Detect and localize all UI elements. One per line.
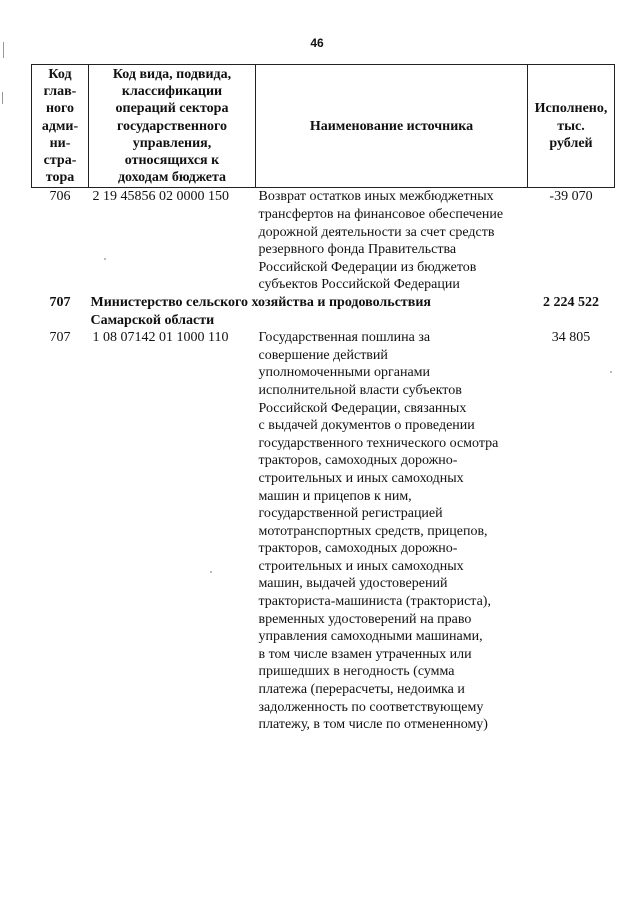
header-admin-code-line: стра- [43, 153, 77, 169]
source-name-line: субъектов Российской Федерации [258, 277, 460, 293]
source-name-line: трансфертов на финансовое обеспечение [258, 207, 504, 223]
amount-cell: 2 224 522 [543, 294, 599, 310]
header-admin-code-line: адми- [41, 118, 79, 134]
admin-code-cell: 707 [49, 294, 71, 310]
source-name-line: в том числе взамен утраченных или [258, 646, 472, 662]
source-name-line: Российской Федерации, связанных [258, 400, 467, 416]
header-admin-code-line: Код [48, 67, 72, 82]
scan-speck [2, 92, 3, 104]
source-name-line: с выдачей документов о проведении [258, 418, 475, 434]
scan-speck [610, 371, 612, 373]
department-name-cell [89, 294, 528, 329]
header-kbk-line: государственного [116, 118, 228, 134]
source-name-cell [256, 329, 528, 734]
source-name-line: государственного технического осмотра [258, 435, 499, 451]
table-header-row [32, 65, 615, 188]
source-name-line: тракторов, самоходных дорожно- [258, 541, 458, 557]
source-name-line: платежу, в том числе по отмененному) [258, 717, 488, 733]
header-amount [528, 65, 615, 188]
source-name-cell [256, 188, 528, 294]
admin-code-cell: 707 [49, 330, 71, 346]
header-amount-line: тыс. [557, 118, 585, 134]
source-name-line: мототранспортных средств, прицепов, [258, 523, 488, 539]
source-name-line: уполномоченными органами [258, 365, 431, 381]
source-name-line: совершение действий [258, 347, 388, 363]
header-kbk-line: классификации [121, 84, 223, 100]
source-name-line: Возврат остатков иных межбюджетных [258, 189, 494, 205]
table-row [32, 329, 615, 734]
header-admin-code-line: ни- [49, 135, 71, 151]
header-admin-code-line: глав- [43, 84, 77, 100]
source-name-line: машин и прицепов к ним, [258, 488, 412, 504]
source-name-line: Российской Федерации из бюджетов [258, 259, 477, 275]
revenue-sources-table [31, 64, 615, 734]
header-admin-code [32, 65, 89, 188]
source-name-line: исполнительной власти субъектов [258, 382, 462, 398]
page-number: 46 [310, 36, 324, 50]
header-amount-line: рублей [549, 135, 593, 151]
department-row [32, 294, 615, 329]
source-name-line: строительных и иных самоходных [258, 470, 464, 486]
kbk-cell: 1 08 07142 01 1000 110 [92, 330, 229, 346]
source-name-line: пришедших в негодность (сумма [258, 664, 455, 680]
source-name-line: дорожной деятельности за счет средств [258, 224, 495, 240]
source-name-line: резервного фонда Правительства [258, 242, 457, 258]
department-name-line: Самарской области [90, 312, 215, 328]
source-name-line: государственной регистрацией [258, 506, 443, 522]
source-name-line: строительных и иных самоходных [258, 558, 464, 574]
header-kbk [89, 65, 256, 188]
source-name-line: машин, выдачей удостоверений [258, 576, 448, 592]
scan-speck [3, 42, 4, 58]
kbk-cell: 2 19 45856 02 0000 150 [92, 189, 229, 205]
header-kbk-line: Код вида, подвида, [112, 67, 232, 82]
department-name-line: Министерство сельского хозяйства и продовольствия [90, 294, 431, 310]
source-name-line: тракторов, самоходных дорожно- [258, 453, 458, 469]
source-name-line: платежа (перерасчеты, недоимка и [258, 682, 465, 698]
table-row [32, 188, 615, 294]
admin-code-cell: 706 [49, 189, 71, 205]
scan-speck [104, 258, 106, 260]
header-source-name: Наименование источника [256, 65, 528, 188]
source-name-line: задолженность по соответствующему [258, 699, 484, 715]
amount-cell: 34 805 [551, 330, 591, 346]
header-kbk-line: доходам бюджета [117, 170, 227, 186]
header-amount-line: Исполнено, [534, 101, 608, 117]
source-name-line: Государственная пошлина за [258, 330, 431, 346]
amount-cell: -39 070 [549, 189, 593, 205]
scan-speck [210, 571, 212, 573]
header-admin-code-line: ного [45, 101, 75, 117]
source-name-line: временных удостоверений на право [258, 611, 472, 627]
header-kbk-line: относящихся к [124, 153, 220, 169]
header-kbk-line: управления, [132, 135, 212, 151]
header-admin-code-line: тора [45, 170, 75, 186]
header-kbk-line: операций сектора [115, 101, 229, 117]
source-name-line: тракториста-машиниста (тракториста), [258, 594, 491, 610]
source-name-line: управления самоходными машинами, [258, 629, 483, 645]
